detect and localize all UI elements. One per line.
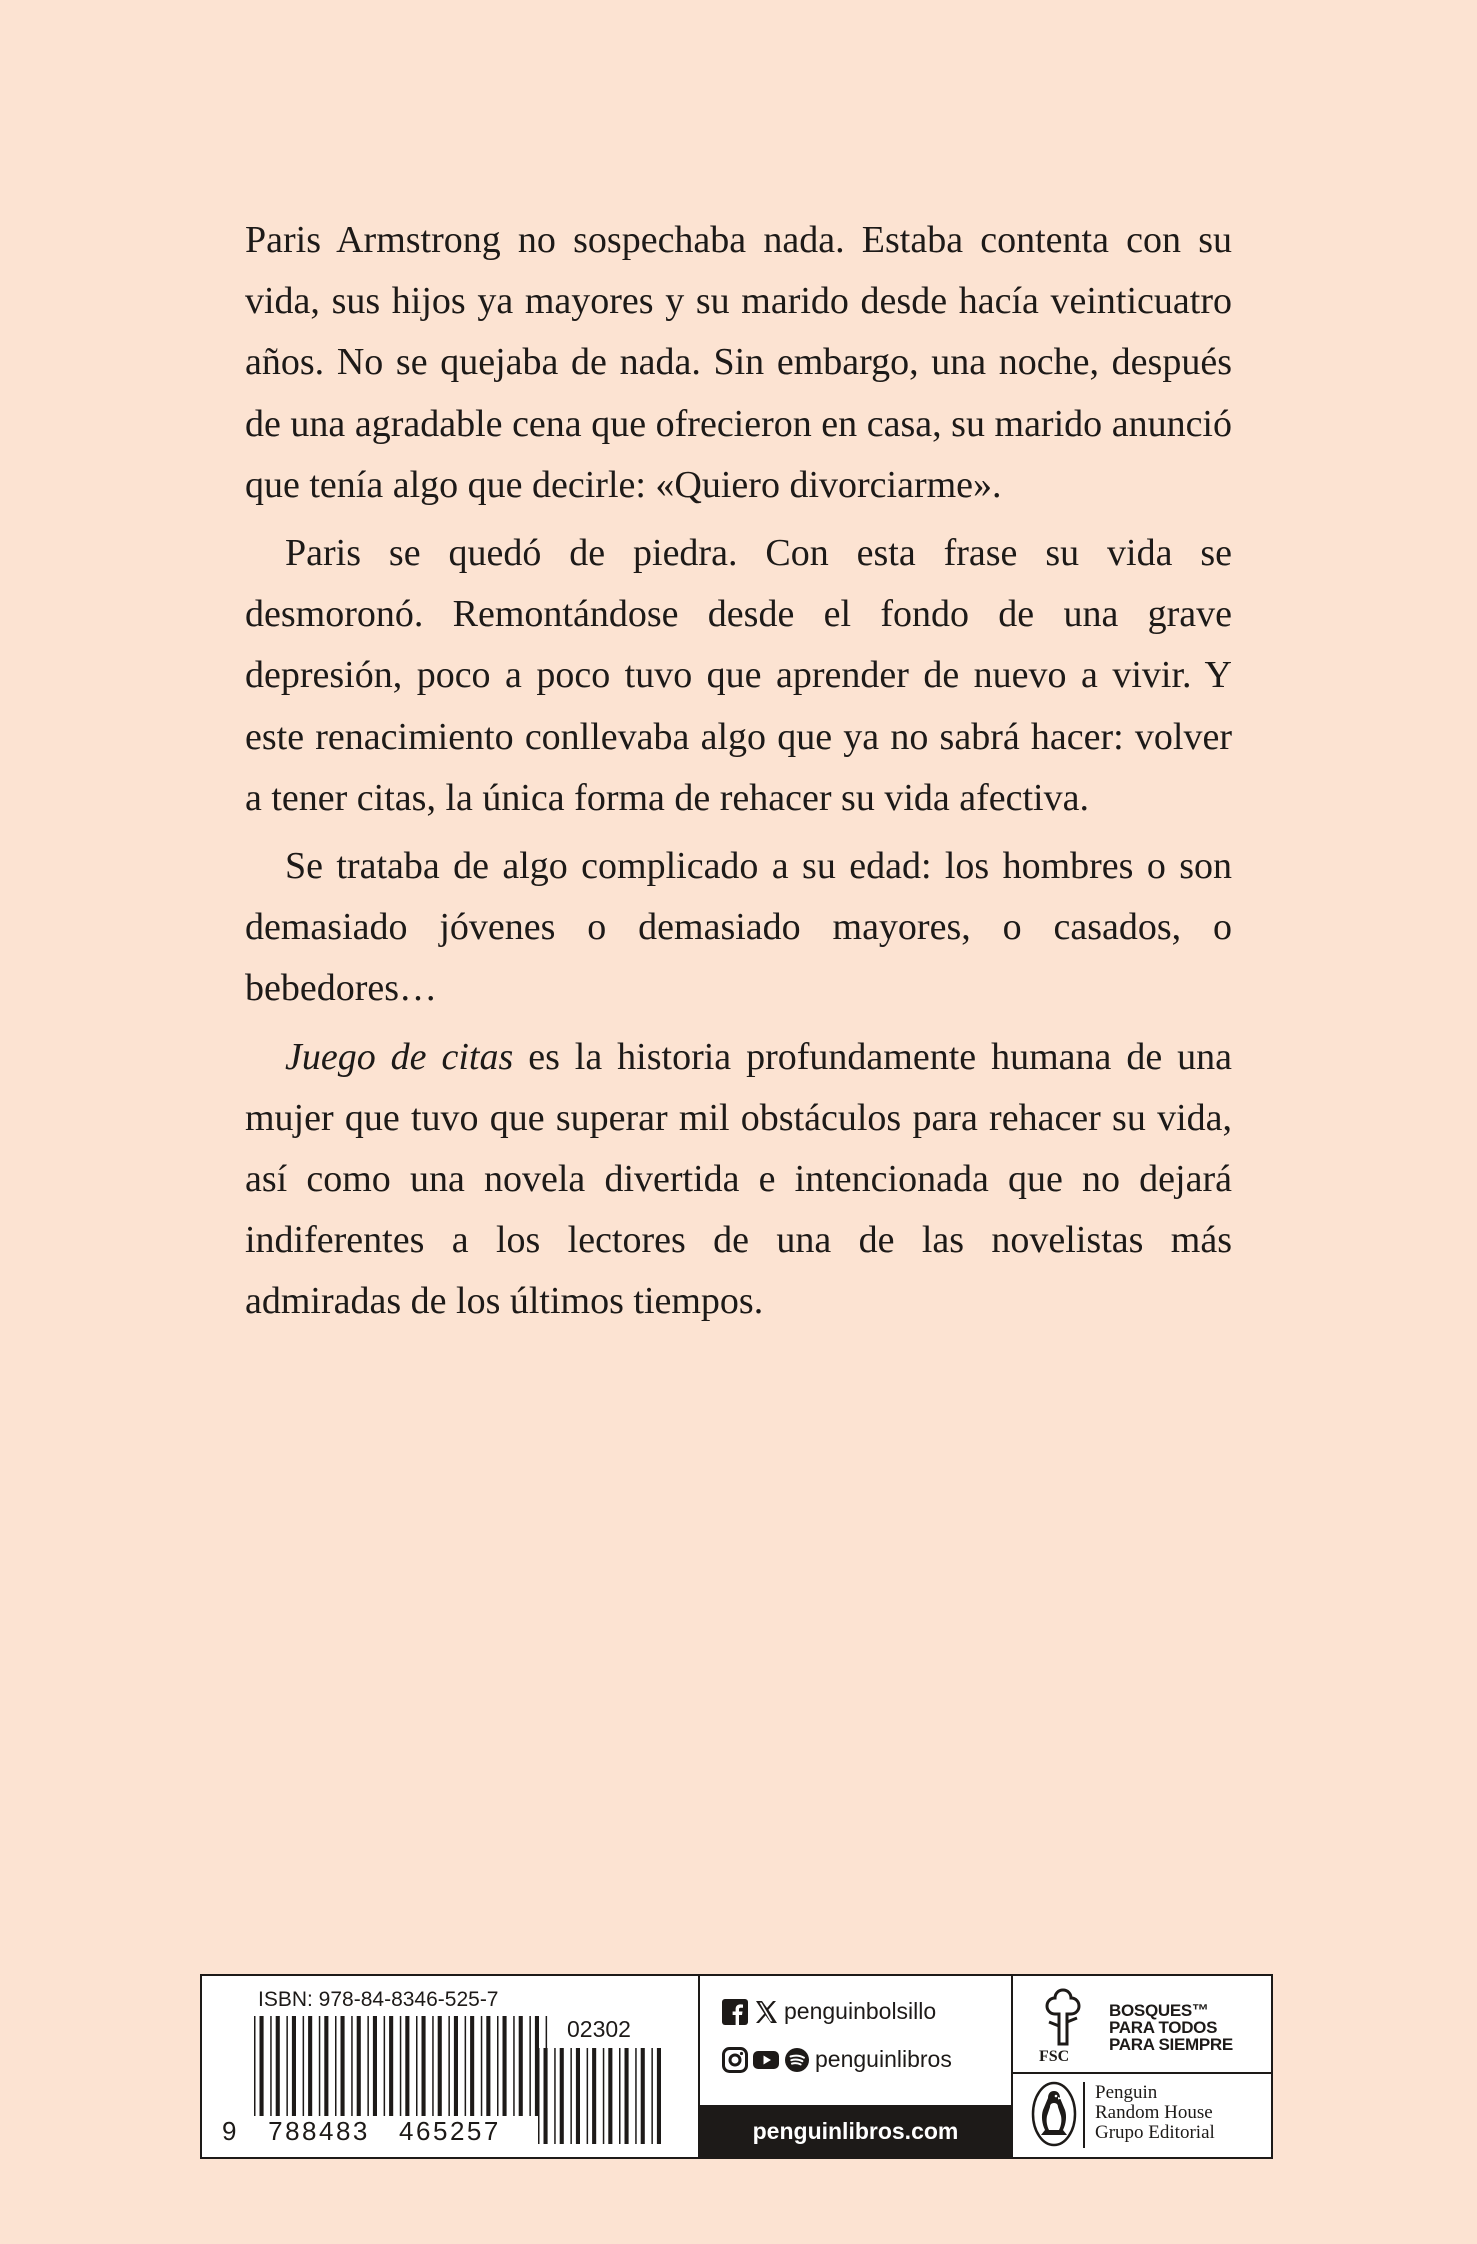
- ean-digits: 9 788483 465257: [222, 2116, 501, 2146]
- social-row-1: [722, 1998, 936, 2025]
- barcode-bar: [538, 2048, 540, 2144]
- barcode-bar: [254, 2016, 256, 2116]
- fsc-label: FSC: [1039, 2048, 1070, 2065]
- barcode-bar: [570, 2048, 572, 2144]
- barcode-bar: [592, 2048, 596, 2144]
- barcode-bar: [308, 2016, 312, 2116]
- barcode-bar: [608, 2048, 612, 2144]
- barcode-bar: [384, 2016, 386, 2116]
- barcode-bar: [367, 2016, 369, 2116]
- blurb-paragraph-4: [245, 1027, 1232, 1333]
- logo-divider: [1083, 2082, 1085, 2148]
- isbn-label: ISBN: 978-84-8346-525-7: [258, 1988, 499, 2011]
- barcode-bar: [560, 2048, 564, 2144]
- barcode-bar: [303, 2016, 305, 2116]
- social-cell: [700, 1976, 1013, 2157]
- social-handle-bolsillo[interactable]: penguinbolsillo: [784, 1998, 937, 2024]
- addon-barcode: [538, 2048, 668, 2144]
- barcode-bar: [465, 2016, 467, 2116]
- barcode-bar: [260, 2016, 264, 2116]
- barcode-bar: [603, 2048, 605, 2144]
- prh-line-1: Penguin: [1095, 2082, 1158, 2103]
- blurb-paragraph-1: Paris Armstrong no sospechaba nada. Estaba contenta con su vida, sus hijos ya mayores y su marido desde hacía veinticuatro años. No se quejaba de nada. Sin embargo, una noche, después de una agradable cena que ofrecieron en casa, su marido anunció que tenía algo que decirle: «Quiero divorciarme».: [245, 219, 1232, 506]
- barcode-bar: [341, 2016, 345, 2116]
- barcode-bar: [481, 2016, 483, 2116]
- barcode-bar: [554, 2048, 556, 2144]
- fsc-line-2: PARA TODOS: [1109, 2018, 1218, 2037]
- ean-barcode: [254, 2016, 554, 2116]
- barcode-bar: [400, 2016, 402, 2116]
- barcode-bar: [276, 2016, 280, 2116]
- book-title: Juego de citas: [285, 1035, 514, 1078]
- barcode-bar: [335, 2016, 337, 2116]
- facebook-icon[interactable]: [722, 1999, 748, 2025]
- price-addon-code: 02302: [567, 2016, 631, 2042]
- website-link[interactable]: penguinlibros.com: [700, 2105, 1011, 2157]
- barcode-bar: [519, 2016, 523, 2116]
- back-cover-blurb: [245, 210, 1232, 1340]
- fsc-slogan: [1109, 2002, 1233, 2053]
- fsc-block: [1013, 1976, 1271, 2074]
- prh-wordmark: [1095, 2083, 1215, 2143]
- barcode-bar: [319, 2016, 321, 2116]
- barcode-bar: [373, 2016, 377, 2116]
- blurb-paragraph-3: Se trataba de algo complicado a su edad: los hombres o son demasiado jóvenes o demasiado mayores, o casados, o bebedores…: [245, 845, 1232, 1010]
- barcode-bar: [587, 2048, 589, 2144]
- barcode-bar: [270, 2016, 272, 2116]
- barcode-bar: [625, 2048, 629, 2144]
- barcode-bar: [351, 2016, 353, 2116]
- logos-cell: [1013, 1976, 1271, 2157]
- barcode-bar: [422, 2016, 426, 2116]
- barcode-bar: [438, 2016, 442, 2116]
- barcode-bar: [503, 2016, 507, 2116]
- social-handle-libros[interactable]: penguinlibros: [815, 2046, 952, 2072]
- barcode-bar: [448, 2016, 450, 2116]
- social-row-2: [722, 2046, 952, 2073]
- youtube-icon[interactable]: [753, 2047, 779, 2073]
- barcode-bar: [529, 2016, 531, 2116]
- barcode-bar: [405, 2016, 409, 2116]
- barcode-cell: [202, 1976, 700, 2157]
- barcode-bar: [544, 2048, 548, 2144]
- spotify-icon[interactable]: [784, 2047, 810, 2073]
- barcode-bar: [470, 2016, 474, 2116]
- barcode-bar: [576, 2048, 580, 2144]
- barcode-bar: [651, 2048, 653, 2144]
- x-icon[interactable]: [753, 1999, 779, 2025]
- barcode-bar: [286, 2016, 288, 2116]
- barcode-bar: [389, 2016, 393, 2116]
- barcode-bar: [292, 2016, 296, 2116]
- fsc-line-3: PARA SIEMPRE: [1109, 2035, 1233, 2054]
- fsc-line-1: BOSQUES™: [1109, 2001, 1209, 2020]
- barcode-bar: [486, 2016, 490, 2116]
- barcode-bar: [432, 2016, 434, 2116]
- blurb-paragraph-4-text: es la historia profundamente humana de una mujer que tuvo que superar mil obstáculos para rehacer su vida, así como una novela divertida e intencionada que no dejará indiferentes a los lectores de una de las novelistas más admiradas de los últimos tiempos.: [245, 1035, 1232, 1323]
- barcode-bar: [641, 2048, 645, 2144]
- instagram-icon[interactable]: [722, 2047, 748, 2073]
- penguin-logo-icon: [1031, 2081, 1077, 2147]
- prh-line-2: Random House: [1095, 2102, 1213, 2123]
- prh-line-3: Grupo Editorial: [1095, 2122, 1215, 2143]
- barcode-bar: [657, 2048, 661, 2144]
- barcode-bar: [357, 2016, 361, 2116]
- barcode-bar: [619, 2048, 621, 2144]
- publisher-info-box: [200, 1974, 1273, 2159]
- barcode-bar: [324, 2016, 328, 2116]
- barcode-bar: [454, 2016, 458, 2116]
- barcode-bar: [416, 2016, 418, 2116]
- barcode-bar: [635, 2048, 637, 2144]
- fsc-tree-logo: [1035, 1986, 1091, 2048]
- barcode-bar: [497, 2016, 499, 2116]
- blurb-paragraph-2: Paris se quedó de piedra. Con esta frase su vida se desmoronó. Remontándose desde el fondo de una grave depresión, poco a poco tuvo que aprender de nuevo a vivir. Y este renacimiento conllevaba algo que ya no sabrá hacer: volver a tener citas, la única forma de rehacer su vida afectiva.: [245, 532, 1232, 819]
- barcode-bar: [513, 2016, 515, 2116]
